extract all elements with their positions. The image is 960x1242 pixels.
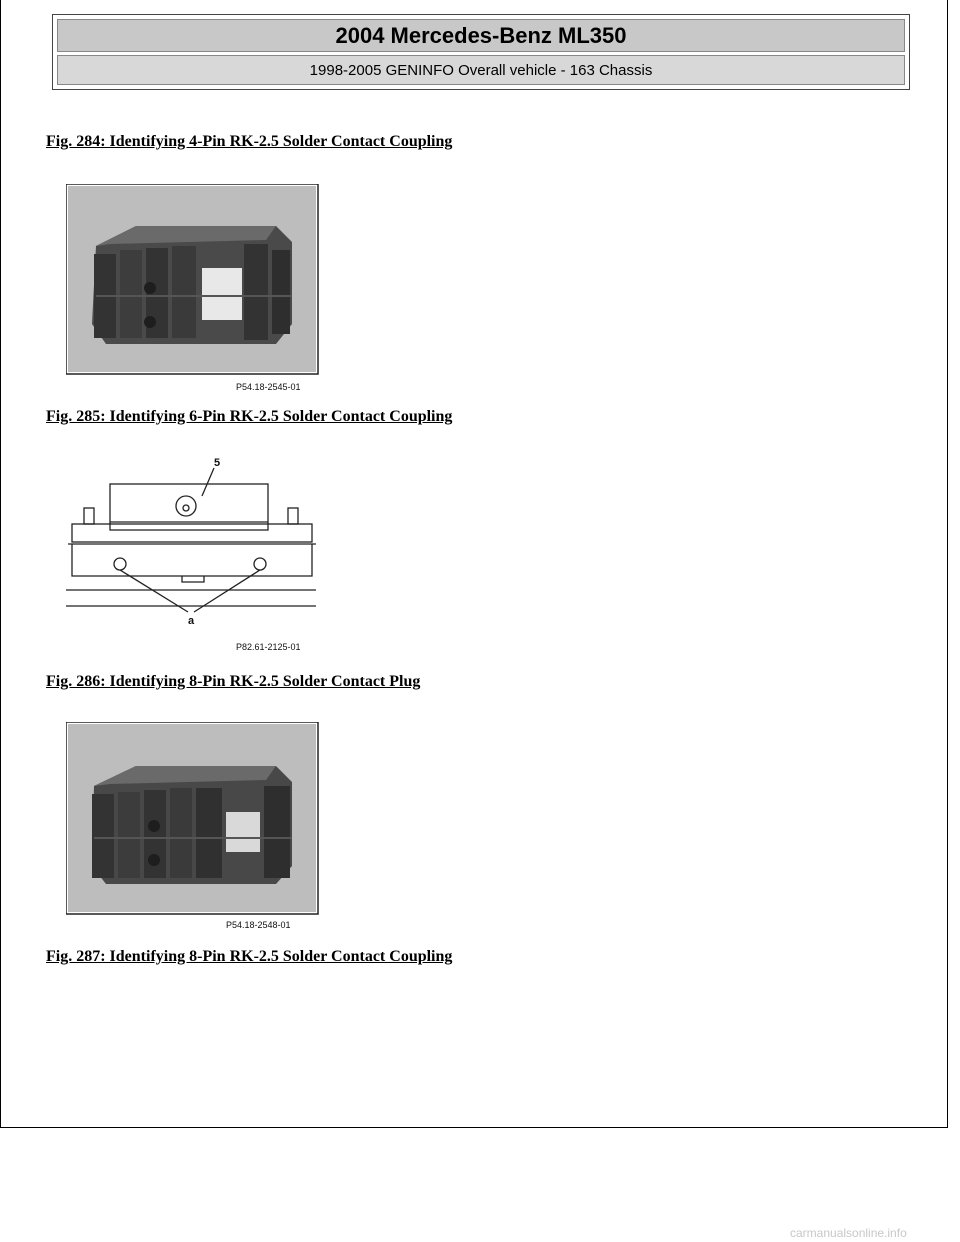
document-subtitle: 1998-2005 GENINFO Overall vehicle - 163 Chassis <box>57 55 905 85</box>
figure-caption-284: Fig. 284: Identifying 4-Pin RK-2.5 Solder Contact Coupling <box>46 133 453 150</box>
connector-photo-4-pin <box>66 184 320 396</box>
connector-photo-8-pin <box>66 722 324 934</box>
figure-reference-label: P82.61-2125-01 <box>236 642 301 652</box>
figure-caption-287: Fig. 287: Identifying 8-Pin RK-2.5 Solder Contact Coupling <box>46 948 453 965</box>
figure-4-pin-coupling <box>66 184 320 396</box>
figure-6-pin-coupling <box>64 452 324 652</box>
callout-5: 5 <box>214 457 221 469</box>
callout-a: a <box>188 615 195 627</box>
watermark: carmanualsonline.info <box>790 1226 907 1240</box>
figure-reference-label: P54.18-2548-01 <box>226 920 291 930</box>
figure-reference-label: P54.18-2545-01 <box>236 382 301 392</box>
page-header <box>52 14 910 90</box>
figure-caption-286: Fig. 286: Identifying 8-Pin RK-2.5 Solder Contact Plug <box>46 673 421 690</box>
figure-caption-285: Fig. 285: Identifying 6-Pin RK-2.5 Solder Contact Coupling <box>46 408 453 425</box>
document-title: 2004 Mercedes-Benz ML350 <box>57 19 905 52</box>
figure-8-pin-plug <box>66 722 324 934</box>
connector-drawing-6-pin <box>64 452 324 652</box>
